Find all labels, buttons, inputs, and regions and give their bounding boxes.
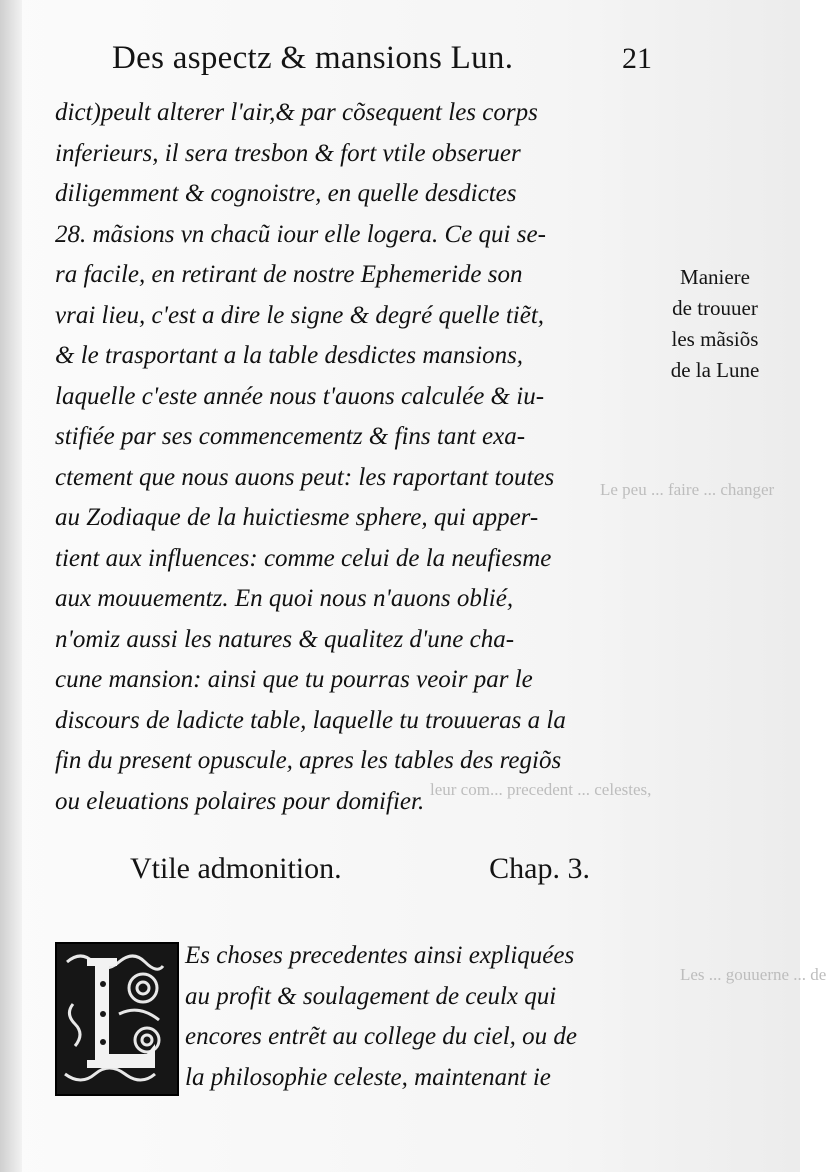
text-line: dict)peult alterer l'air,& par cõsequent les corps (55, 99, 538, 126)
text-line: laquelle c'este année nous t'auons calculée & iu- (55, 382, 545, 410)
text-line: diligemment & cognoistre, en quelle desdictes (55, 180, 517, 207)
text-line: & le trasportant a la table desdictes mansions, (55, 342, 524, 369)
chapter-heading (130, 852, 590, 896)
text-line: stifiée par ses commencementz & fins tant exa- (55, 423, 526, 450)
page-number: 21 (622, 42, 652, 75)
chapter-number: Chap. 3. (489, 852, 590, 885)
text-line: ra facile, en retirant de nostre Ephemeride son (55, 261, 523, 288)
marginal-note-line: de la Lune (670, 358, 760, 382)
text-line: ou eleuations polaires pour domifier. (55, 787, 425, 815)
chapter-title: Vtile admonition. (130, 852, 342, 885)
marginal-note-line: les mãsiõs (671, 327, 759, 351)
text-line: inferieurs, il sera tresbon & fort vtile obseruer (55, 139, 521, 167)
text-line: tient aux influences: comme celui de la neufiesme (55, 544, 552, 572)
text-line: Es choses precedentes ainsi expliquées (185, 942, 575, 969)
decorated-initial-l (55, 942, 179, 1096)
show-through-text: Le peu ... faire ... changer (600, 480, 775, 499)
page-gutter-shadow (0, 0, 22, 1172)
text-line: aux mouuementz. En quoi nous n'auons oblié, (55, 585, 514, 612)
text-line: la philosophie celeste, maintenant ie (185, 1063, 551, 1091)
text-line: cune mansion: ainsi que tu pourras veoir par le (55, 666, 533, 693)
text-line: encores entrẽt au college du ciel, ou de (185, 1023, 577, 1050)
marginal-note-line: Maniere (680, 265, 750, 289)
marginal-note-line: de trouuer (672, 296, 758, 320)
text-line: au profit & soulagement de ceulx qui (185, 982, 557, 1010)
text-line: fin du present opuscule, apres les tables des regiõs (55, 747, 562, 774)
running-title: Des aspectz & mansions Lun. (112, 40, 514, 76)
main-text-block (55, 93, 640, 822)
decorated-initial-ornament (57, 944, 173, 1090)
marginal-note (640, 262, 790, 386)
text-line: 28. mãsions vn chacũ iour elle logera. Ce qui se- (55, 220, 546, 248)
page-header (112, 40, 652, 90)
text-line: au Zodiaque de la huictiesme sphere, qui apper- (55, 504, 539, 531)
show-through-text: leur com... precedent ... celestes, (430, 780, 652, 799)
text-line: discours de ladicte table, laquelle tu trouueras a la (55, 706, 566, 734)
text-line: ctement que nous auons peut: les raportant toutes (55, 463, 555, 491)
opening-paragraph (185, 936, 640, 1098)
show-through-text: Les ... gouuerne ... de (680, 965, 826, 984)
text-line: n'omiz aussi les natures & qualitez d'une cha- (55, 625, 515, 653)
text-line: vrai lieu, c'est a dire le signe & degré quelle tiẽt, (55, 301, 545, 329)
